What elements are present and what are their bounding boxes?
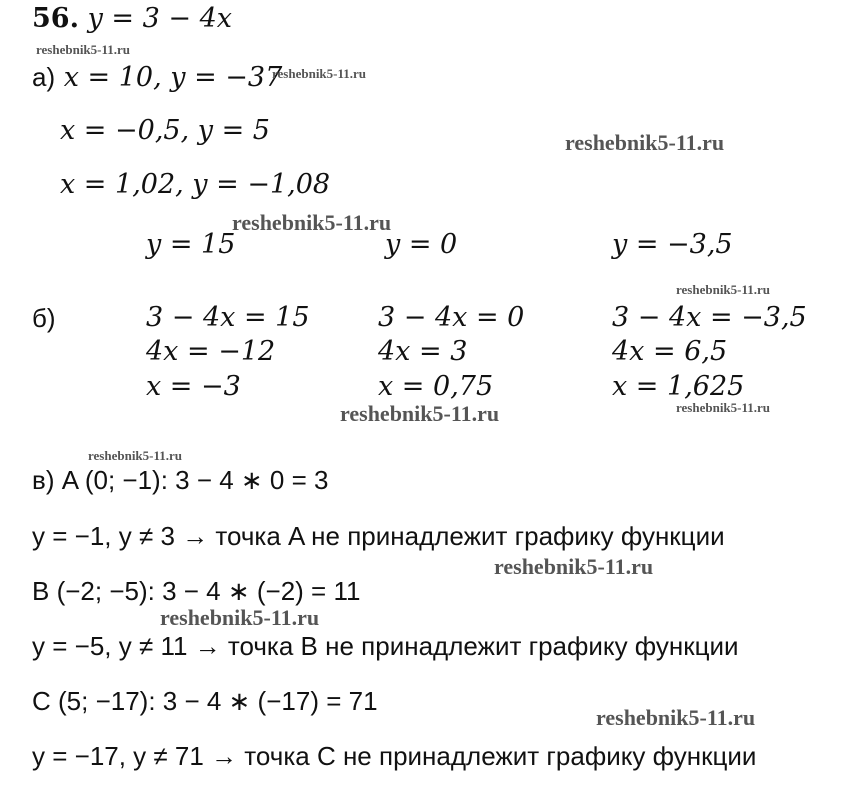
- part-a-line-1: [32, 62, 282, 93]
- part-b-col1-step: 4x = −12: [146, 336, 276, 367]
- part-c-line-6: y = −17, y ≠ 71 → точка C не принадлежит графику функции: [32, 741, 757, 771]
- part-a-line-3: x = 1,02, y = −1,08: [60, 169, 331, 200]
- watermark: reshebnik5-11.ru: [340, 401, 500, 426]
- part-b-header-1: y = 15: [146, 229, 236, 260]
- watermark: reshebnik5-11.ru: [565, 130, 725, 155]
- watermark: reshebnik5-11.ru: [494, 554, 654, 579]
- watermark: reshebnik5-11.ru: [160, 605, 320, 630]
- part-a-line-1-text: x = 10, y = −37: [63, 62, 283, 93]
- part-b-col2-step: 4x = 3: [378, 336, 468, 367]
- problem-title: [32, 4, 232, 34]
- problem-equation: y = 3 − 4x: [87, 3, 232, 34]
- watermark: reshebnik5-11.ru: [88, 448, 183, 463]
- watermark: reshebnik5-11.ru: [676, 400, 771, 415]
- watermark: reshebnik5-11.ru: [272, 66, 367, 81]
- watermark: reshebnik5-11.ru: [232, 210, 392, 235]
- part-c-line-5: C (5; −17): 3 − 4 ∗ (−17) = 71: [32, 686, 378, 716]
- part-b-header-2: y = 0: [385, 229, 458, 260]
- part-b-col2-result: x = 0,75: [378, 371, 494, 402]
- part-c-line-3: B (−2; −5): 3 − 4 ∗ (−2) = 11: [32, 576, 361, 606]
- watermark: reshebnik5-11.ru: [596, 705, 756, 730]
- part-c-line-4: y = −5, y ≠ 11 → точка B не принадлежит графику функции: [32, 631, 739, 661]
- part-a-line-2: x = −0,5, y = 5: [60, 115, 270, 146]
- part-c-line-2: y = −1, y ≠ 3 → точка A не принадлежит графику функции: [32, 521, 725, 551]
- part-b-col1-result: x = −3: [146, 371, 241, 402]
- problem-number: 56.: [32, 3, 79, 34]
- watermark: reshebnik5-11.ru: [676, 282, 771, 297]
- part-b-header-3: y = −3,5: [612, 229, 733, 260]
- part-b-label: б): [32, 303, 56, 333]
- part-b-col3-result: x = 1,625: [612, 371, 745, 402]
- part-a-label: а): [32, 62, 56, 92]
- part-b-col2-eq: 3 − 4x = 0: [378, 302, 525, 333]
- part-b-col3-eq: 3 − 4x = −3,5: [612, 302, 807, 333]
- watermark: reshebnik5-11.ru: [36, 42, 131, 57]
- part-b-col1-eq: 3 − 4x = 15: [146, 302, 310, 333]
- part-c-line-1: в) A (0; −1): 3 − 4 ∗ 0 = 3: [32, 465, 329, 495]
- part-b-col3-step: 4x = 6,5: [612, 336, 728, 367]
